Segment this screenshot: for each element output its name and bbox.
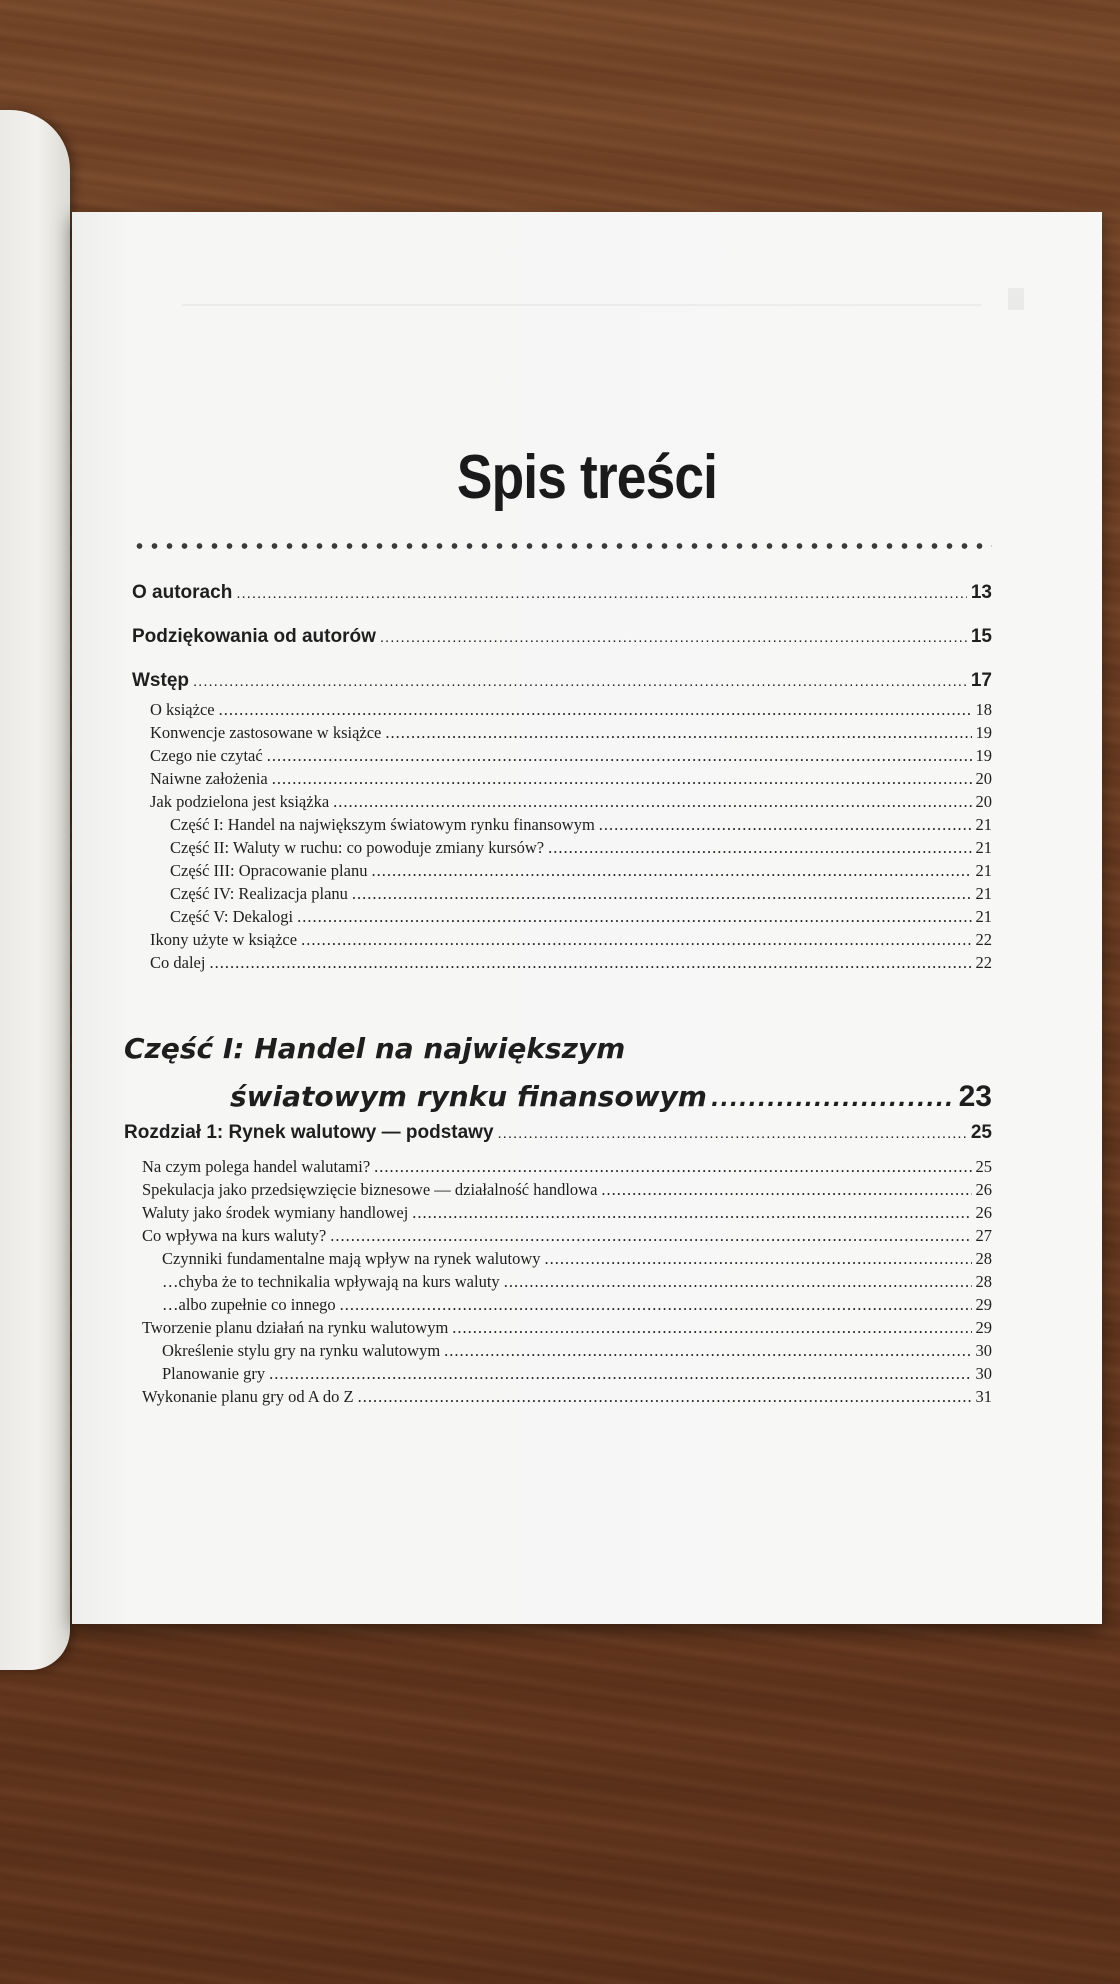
toc-entry-label: Część I: Handel na największym światowym rynku finansowym <box>170 815 595 834</box>
toc-entry-page: 21 <box>975 861 992 880</box>
toc-entry-label: Część II: Waluty w ruchu: co powoduje zmiany kursów? <box>170 838 545 857</box>
toc-entry-label: Czego nie czytać <box>150 746 263 765</box>
leader-dots <box>545 1249 972 1269</box>
toc-entry[interactable] <box>132 815 992 835</box>
leader-dots <box>548 838 971 858</box>
toc-entry-page: 22 <box>975 953 992 972</box>
toc-entry-page: 18 <box>975 700 992 719</box>
toc-entry[interactable] <box>132 861 992 881</box>
leader-dots <box>601 1180 971 1200</box>
leader-dots <box>371 861 971 881</box>
toc-entry-label: O autorach <box>132 582 233 603</box>
toc-entry-label: Na czym polega handel walutami? <box>142 1157 371 1176</box>
toc-entry[interactable] <box>132 907 992 927</box>
toc-entry[interactable] <box>124 1364 992 1384</box>
leader-dots <box>711 1087 955 1112</box>
toc-entry-page: 28 <box>975 1249 992 1268</box>
toc-entry-page: 27 <box>975 1226 992 1245</box>
toc-entry-page: 21 <box>975 907 992 926</box>
leader-dots <box>272 769 972 789</box>
toc-entry[interactable] <box>132 626 992 648</box>
leader-dots <box>444 1341 971 1361</box>
toc-entry-page: 21 <box>975 884 992 903</box>
toc-entry[interactable] <box>132 838 992 858</box>
book-page <box>72 212 1102 1624</box>
toc-entry-page: 29 <box>975 1318 992 1337</box>
part-heading-line2[interactable] <box>124 1080 992 1114</box>
toc-entry-page: 29 <box>975 1295 992 1314</box>
toc-entry-page: 15 <box>970 626 992 647</box>
toc-entry[interactable] <box>124 1180 992 1200</box>
toc-entry[interactable] <box>124 1295 992 1315</box>
toc-entry-label: Podziękowania od autorów <box>132 626 376 647</box>
toc-entry[interactable] <box>132 769 992 789</box>
leader-dots <box>333 792 971 812</box>
toc-entry[interactable] <box>124 1226 992 1246</box>
toc-entry-page: 25 <box>975 1157 992 1176</box>
toc-entry-page: 17 <box>970 670 992 691</box>
toc-entry-label: Wykonanie planu gry od A do Z <box>142 1387 354 1406</box>
leader-dots <box>358 1387 972 1407</box>
leader-dots <box>269 1364 971 1384</box>
toc-entry[interactable] <box>132 700 992 720</box>
part-heading-page: 23 <box>958 1080 992 1113</box>
show-through-header-rule <box>182 304 982 306</box>
toc-entry[interactable] <box>124 1387 992 1407</box>
page-title: Spis treści <box>456 443 718 512</box>
toc-entry-page: 26 <box>975 1203 992 1222</box>
toc-entry[interactable] <box>132 723 992 743</box>
leader-dots <box>352 884 972 904</box>
show-through-page-number <box>1008 288 1024 310</box>
leader-dots <box>219 700 972 720</box>
toc-entry-label: Część IV: Realizacja planu <box>170 884 348 903</box>
leader-dots <box>297 907 971 927</box>
toc-entry-label: Planowanie gry <box>162 1364 266 1383</box>
leader-dots <box>412 1203 971 1223</box>
toc-entry-label: Część III: Opracowanie planu <box>170 861 368 880</box>
toc-entry-page: 19 <box>975 723 992 742</box>
toc-entry-label: Co dalej <box>150 953 206 972</box>
toc-entry-page: 21 <box>975 815 992 834</box>
leader-dots <box>330 1226 971 1246</box>
chapter-heading[interactable] <box>124 1122 992 1144</box>
toc-entry-label: Czynniki fundamentalne mają wpływ na rynek walutowy <box>162 1249 541 1268</box>
toc-entry-page: 13 <box>970 582 992 603</box>
toc-entry[interactable] <box>132 670 992 692</box>
toc-entry-label: Jak podzielona jest książka <box>150 792 330 811</box>
toc-entry-page: 30 <box>975 1341 992 1360</box>
leader-dots <box>267 746 972 766</box>
toc-entry-label: Waluty jako środek wymiany handlowej <box>142 1203 409 1222</box>
toc-entry[interactable] <box>132 746 992 766</box>
leader-dots <box>374 1157 971 1177</box>
toc-entry[interactable] <box>124 1157 992 1177</box>
leader-dots <box>301 930 971 950</box>
toc-entry[interactable] <box>124 1249 992 1269</box>
toc-entry[interactable] <box>132 930 992 950</box>
leader-dots <box>599 815 972 835</box>
underlying-page-edge <box>0 110 70 1670</box>
toc-entry-page: 20 <box>975 792 992 811</box>
toc-entry-label: Wstęp <box>132 670 189 691</box>
leader-dots <box>380 629 967 646</box>
toc-entry-page: 19 <box>975 746 992 765</box>
toc-entry[interactable] <box>124 1272 992 1292</box>
part-heading-line1: Część I: Handel na największym <box>124 1032 626 1065</box>
toc-entry[interactable] <box>132 582 992 604</box>
toc-entry-label: Spekulacja jako przedsięwzięcie biznesowe — działalność handlowa <box>142 1180 598 1199</box>
toc-entry-label: Tworzenie planu działań na rynku walutowym <box>142 1318 449 1337</box>
leader-dots <box>193 673 967 690</box>
toc-entry-page: 26 <box>975 1180 992 1199</box>
toc-entry-page: 21 <box>975 838 992 857</box>
part-heading-label: światowym rynku finansowym <box>230 1080 707 1113</box>
leader-dots <box>209 953 971 973</box>
leader-dots <box>504 1272 972 1292</box>
toc-entry-page: 28 <box>975 1272 992 1291</box>
toc-entry[interactable] <box>132 884 992 904</box>
toc-entry[interactable] <box>124 1318 992 1338</box>
toc-entry-page: 22 <box>975 930 992 949</box>
leader-dots <box>385 723 971 743</box>
toc-entry-label: …chyba że to technikalia wpływają na kurs waluty <box>162 1272 500 1291</box>
toc-entry-page: 30 <box>975 1364 992 1383</box>
toc-entry[interactable] <box>132 953 992 973</box>
toc-entry-page: 25 <box>970 1122 992 1143</box>
leader-dots <box>340 1295 972 1315</box>
toc-entry-label: Konwencje zastosowane w książce <box>150 723 382 742</box>
toc-entry-label: Część V: Dekalogi <box>170 907 294 926</box>
dotted-divider <box>132 542 992 550</box>
toc-entry-label: …albo zupełnie co innego <box>162 1295 336 1314</box>
leader-dots <box>498 1125 967 1142</box>
toc-entry-label: Rozdział 1: Rynek walutowy — podstawy <box>124 1122 494 1143</box>
toc-entry-page: 20 <box>975 769 992 788</box>
toc-entry-label: Ikony użyte w książce <box>150 930 298 949</box>
toc-entry-page: 31 <box>975 1387 992 1406</box>
toc-entry-label: O książce <box>150 700 215 719</box>
toc-entry-label: Określenie stylu gry na rynku walutowym <box>162 1341 441 1360</box>
toc-entry-label: Naiwne założenia <box>150 769 268 788</box>
leader-dots <box>452 1318 971 1338</box>
toc-entry-label: Co wpływa na kurs waluty? <box>142 1226 327 1245</box>
leader-dots <box>236 585 967 602</box>
toc-entry[interactable] <box>124 1341 992 1361</box>
toc-entry[interactable] <box>132 792 992 812</box>
toc-entry[interactable] <box>124 1203 992 1223</box>
